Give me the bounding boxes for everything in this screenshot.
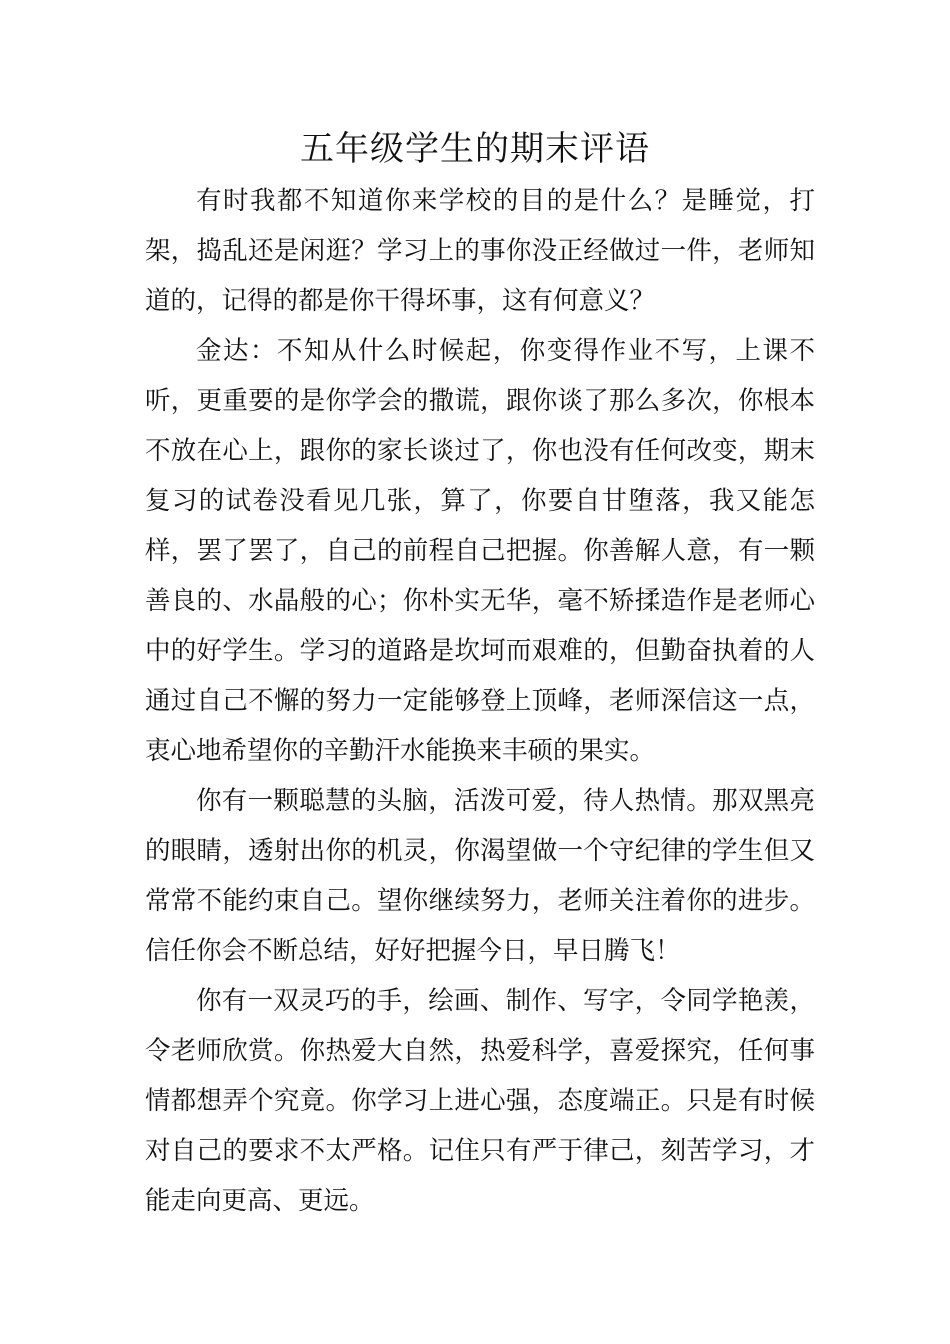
paragraph-1: 有时我都不知道你来学校的目的是什么？是睡觉，打架，捣乱还是闲逛？学习上的事你没正经做过一件，老师知道的，记得的都是你干得坏事，这有何意义？: [145, 186, 815, 316]
paragraph-2: 金达：不知从什么时候起，你变得作业不写，上课不听，更重要的是你学会的撒谎，跟你谈了那么多次，你根本不放在心上，跟你的家长谈过了，你也没有任何改变，期末复习的试卷没看见几张，算了，你要自甘堕落，我又能怎样，罢了罢了，自己的前程自己把握。你善解人意，有一颗善良的、水晶般的心；你朴实无华，毫不矫揉造作是老师心中的好学生。学习的道路是坎坷而艰难的，但勤奋执着的人通过自己不懈的努力一定能够登上顶峰，老师深信这一点，衷心地希望你的辛勤汗水能换来丰硕的果实。: [145, 336, 815, 766]
document-title: 五年级学生的期末评语: [300, 129, 650, 169]
paragraph-4: 你有一双灵巧的手，绘画、制作、写字，令同学艳羡，令老师欣赏。你热爱大自然，热爱科学，喜爱探究，任何事情都想弄个究竟。你学习上进心强，态度端正。只是有时候对自己的要求不太严格。记住只有严于律己，刻苦学习，才能走向更高、更远。: [145, 986, 815, 1216]
document-body: [145, 176, 815, 1226]
paragraph-3: 你有一颗聪慧的头脑，活泼可爱，待人热情。那双黑亮的眼睛，透射出你的机灵，你渴望做一个守纪律的学生但又常常不能约束自己。望你继续努力，老师关注着你的进步。信任你会不断总结，好好把握今日，早日腾飞！: [145, 786, 815, 966]
